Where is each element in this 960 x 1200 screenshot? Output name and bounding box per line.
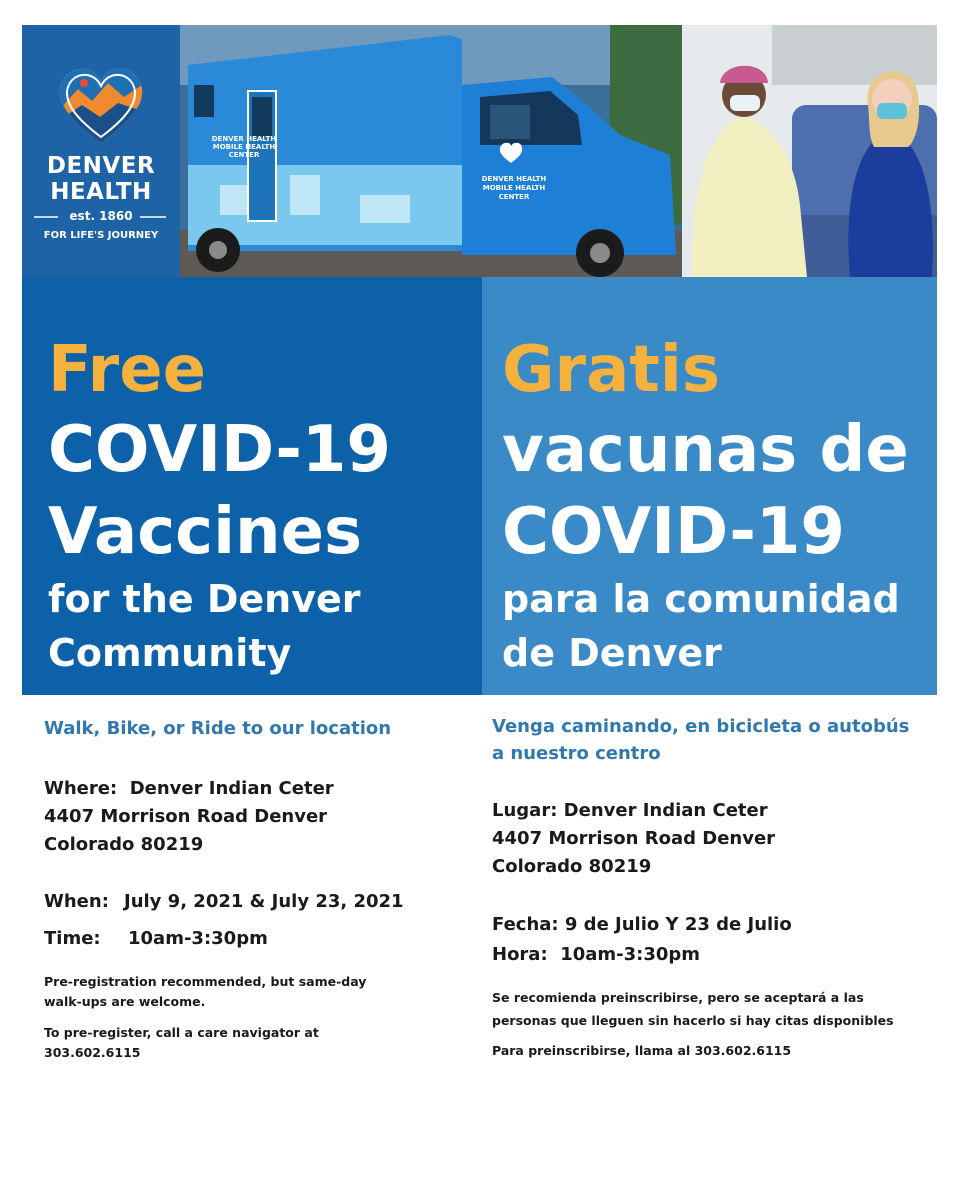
spanish-where-row bbox=[492, 800, 768, 821]
english-when-value: July 9, 2021 & July 23, 2021 bbox=[124, 891, 404, 912]
spanish-hero-panel bbox=[482, 277, 937, 695]
spanish-free-heading: Gratis bbox=[502, 333, 720, 407]
clinic-photo bbox=[682, 25, 937, 277]
spanish-when-label: Fecha: bbox=[492, 914, 559, 935]
english-where-value: Denver Indian Ceter bbox=[129, 778, 334, 799]
spanish-address-line2: Colorado 80219 bbox=[492, 856, 652, 877]
truck-door-line2: MOBILE HEALTH bbox=[482, 184, 546, 192]
logo-tagline: FOR LIFE'S JOURNEY bbox=[43, 230, 159, 241]
english-phone: 303.602.6115 bbox=[44, 1045, 141, 1060]
logo-panel bbox=[22, 25, 180, 277]
english-where-row bbox=[44, 778, 334, 799]
spanish-time-label: Hora: bbox=[492, 944, 548, 965]
english-time-row bbox=[44, 928, 268, 949]
english-vaccines-heading: Vaccines bbox=[48, 495, 363, 569]
truck-side-text: DENVER HEALTH MOBILE HEALTH CENTER bbox=[211, 135, 277, 159]
english-hero-panel bbox=[22, 277, 482, 695]
english-address-line2: Colorado 80219 bbox=[44, 834, 204, 855]
spanish-where-label: Lugar: bbox=[492, 800, 558, 821]
english-where-label: Where: bbox=[44, 778, 118, 799]
english-note-line2: walk-ups are welcome. bbox=[44, 994, 206, 1009]
english-subheading: Walk, Bike, or Ride to our location bbox=[44, 718, 392, 739]
english-time-value: 10am-3:30pm bbox=[128, 928, 268, 949]
truck-door-line1: DENVER HEALTH bbox=[481, 175, 547, 183]
logo-health: HEALTH bbox=[50, 179, 152, 205]
english-covid-heading: COVID-19 bbox=[48, 413, 391, 487]
english-address-line1: 4407 Morrison Road Denver bbox=[44, 806, 328, 827]
english-when-row bbox=[44, 891, 404, 912]
spanish-subtitle-line2: de Denver bbox=[502, 631, 722, 675]
spanish-subheading-line1: Venga caminando, en bicicleta o autobús bbox=[492, 716, 910, 737]
truck-photo bbox=[180, 25, 682, 277]
english-subtitle-line1: for the Denver bbox=[48, 577, 361, 621]
logo-denver: DENVER bbox=[46, 153, 156, 179]
spanish-where-value: Denver Indian Ceter bbox=[563, 800, 768, 821]
english-free-heading: Free bbox=[48, 333, 206, 407]
english-note-line1: Pre-registration recommended, but same-day bbox=[44, 974, 367, 989]
english-call-line1: To pre-register, call a care navigator at bbox=[44, 1025, 319, 1040]
spanish-when-row bbox=[492, 914, 792, 935]
spanish-subtitle-line1: para la comunidad bbox=[502, 577, 900, 621]
spanish-time-value: 10am-3:30pm bbox=[560, 944, 701, 965]
spanish-address-line1: 4407 Morrison Road Denver bbox=[492, 828, 776, 849]
truck-door-line3: CENTER bbox=[498, 193, 530, 201]
logo-est: est. 1860 bbox=[69, 209, 133, 223]
spanish-note-line2: personas que lleguen sin hacerlo si hay citas disponibles bbox=[492, 1013, 894, 1028]
spanish-call-line: Para preinscribirse, llama al 303.602.6115 bbox=[492, 1043, 792, 1058]
spanish-note-line1: Se recomienda preinscribirse, pero se aceptará a las bbox=[492, 990, 864, 1005]
spanish-covid-heading: COVID-19 bbox=[502, 495, 845, 569]
spanish-when-value: 9 de Julio Y 23 de Julio bbox=[564, 914, 792, 935]
english-when-label: When: bbox=[44, 891, 109, 912]
spanish-time-row bbox=[492, 944, 700, 965]
spanish-subheading-line2: a nuestro centro bbox=[492, 743, 661, 764]
header-banner bbox=[22, 25, 937, 277]
spanish-vaccines-heading: vacunas de bbox=[502, 413, 909, 487]
nurse-patient-icon bbox=[682, 25, 937, 277]
english-subtitle-line2: Community bbox=[48, 631, 292, 675]
english-time-label: Time: bbox=[44, 928, 101, 949]
